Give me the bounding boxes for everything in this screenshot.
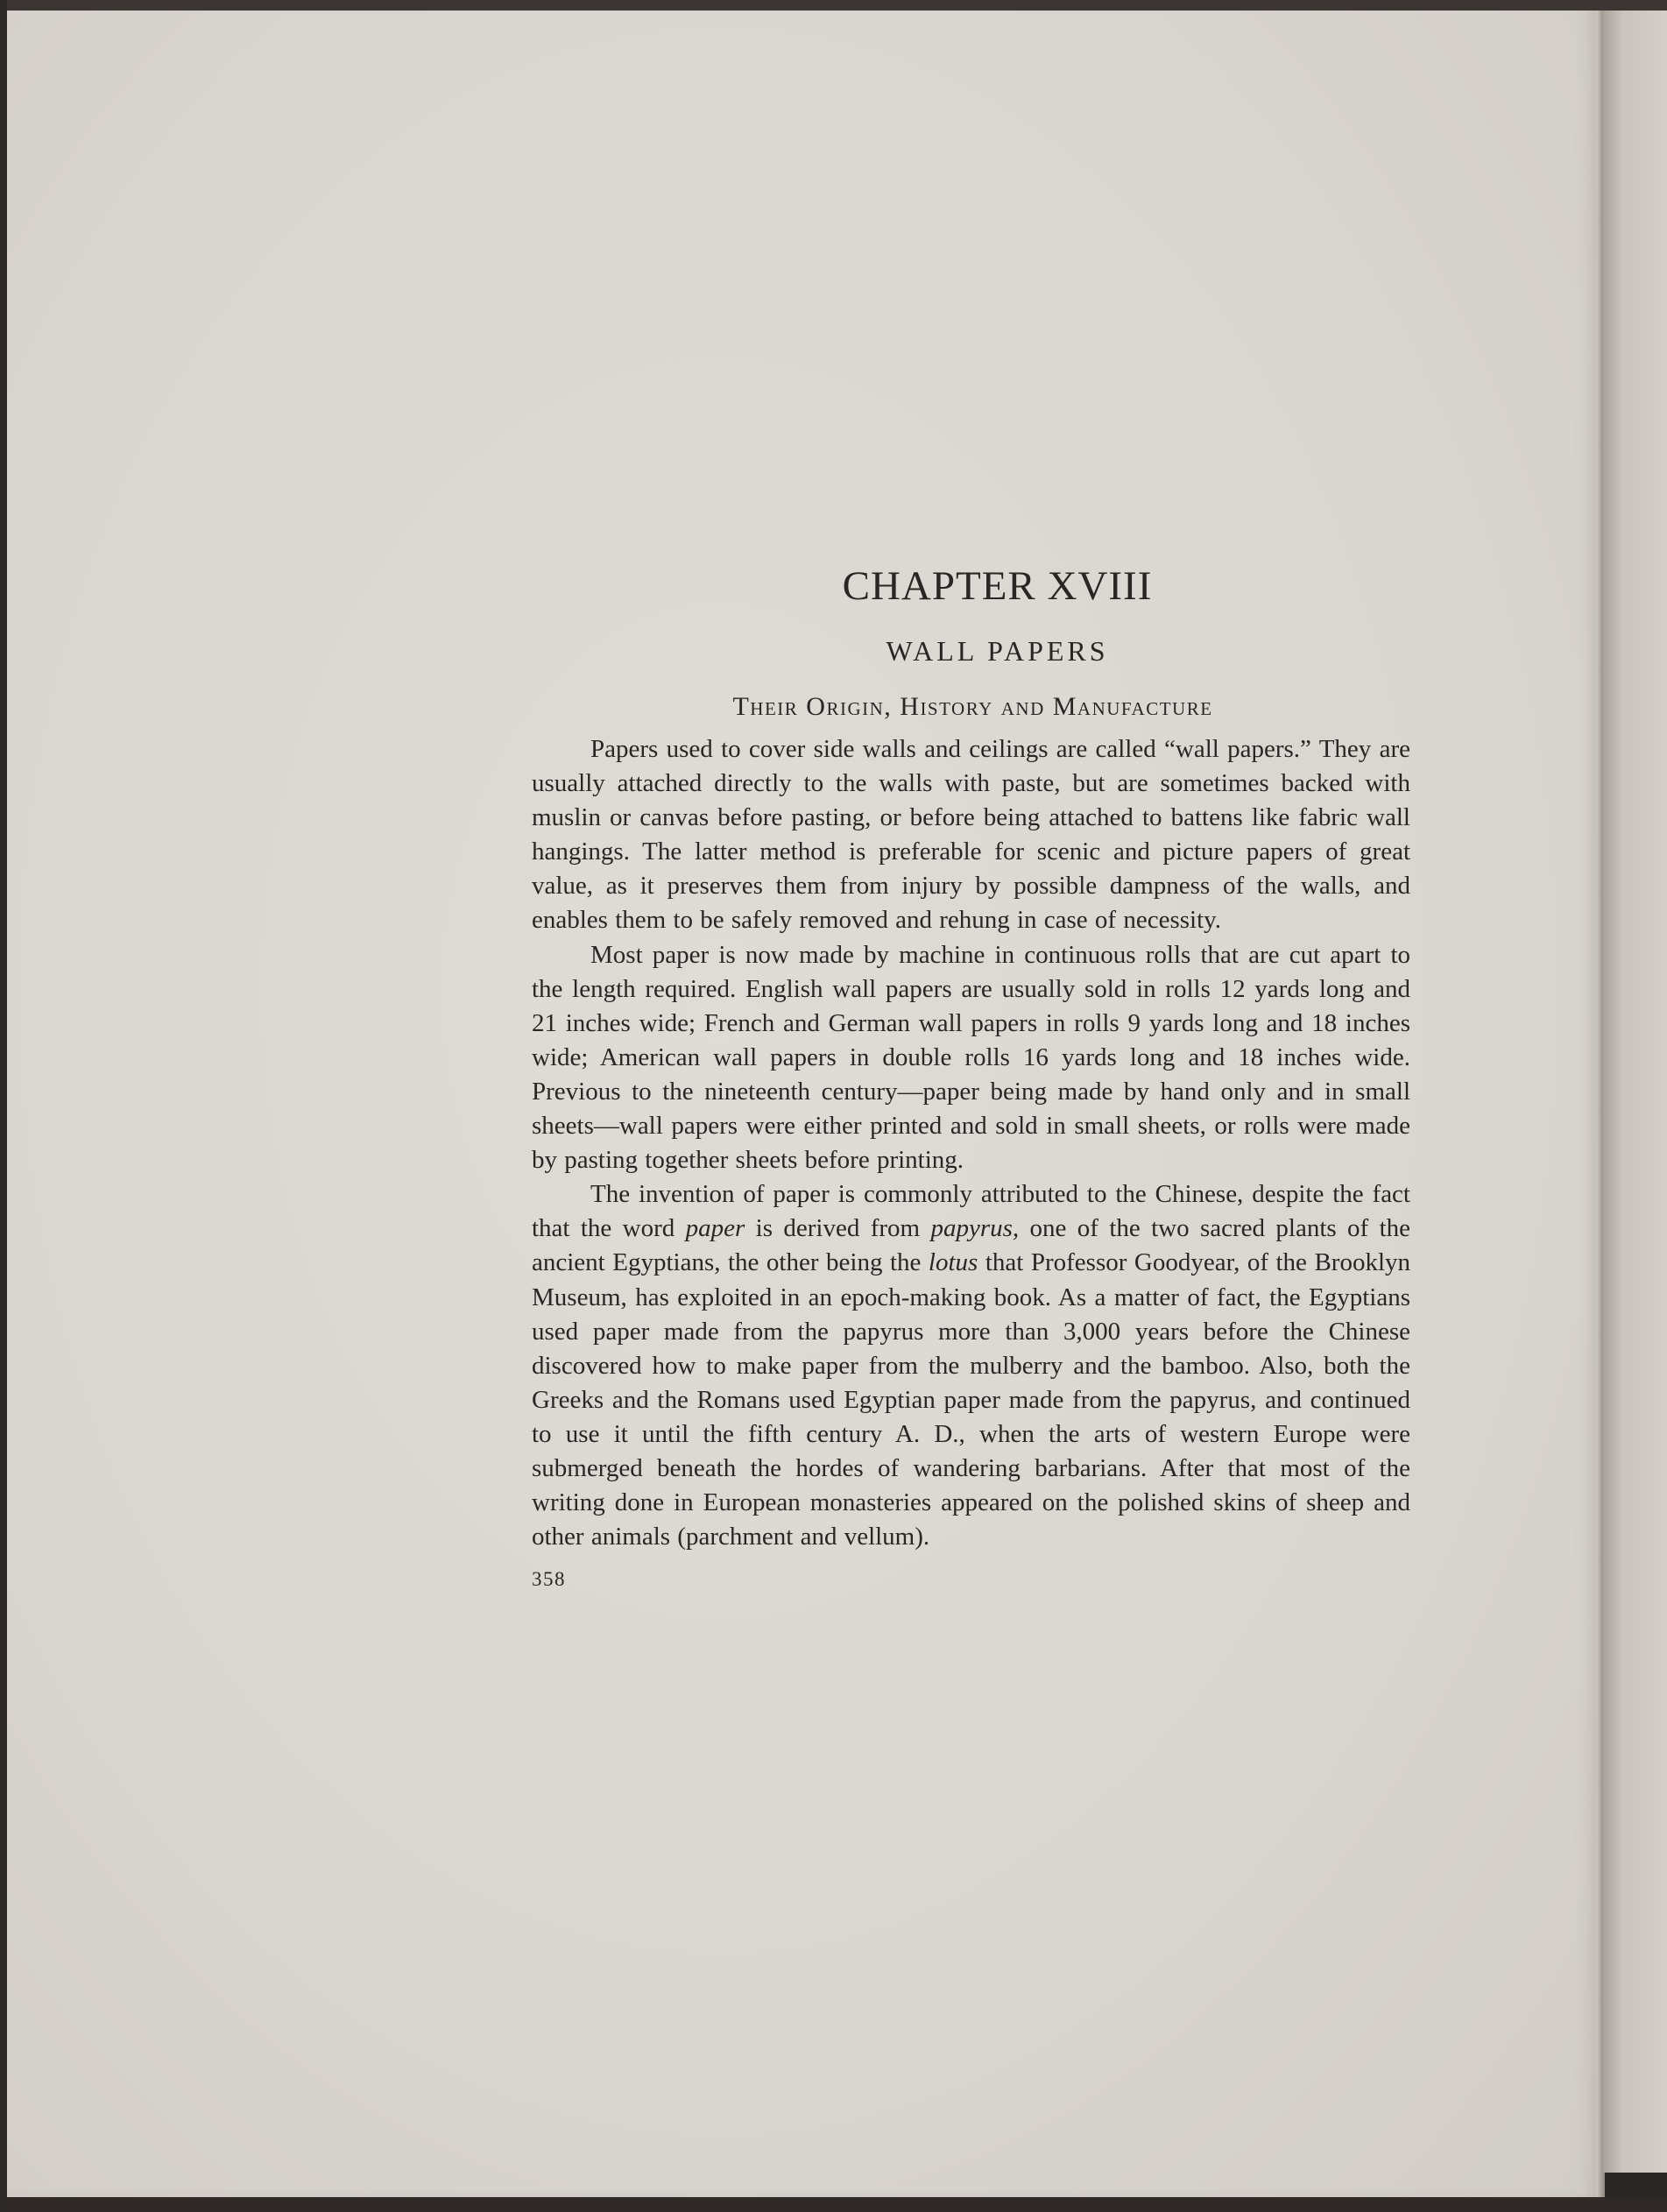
next-page-sliver — [1603, 0, 1667, 2173]
paragraph-3-part-1: The invention of paper is commonly attributed to the Chinese, despite the fact that the word — [532, 1180, 1410, 1243]
italic-papyrus: papyrus, — [930, 1214, 1020, 1243]
paragraph-3 — [532, 1177, 1410, 1554]
paragraph-1: Papers used to cover side walls and ceilings are called “wall papers.” They are usually attached directly to the walls with paste, but are sometimes backed with muslin or canvas before pasting, or before being attached to battens like fabric wall hangings. The latter method is preferable for scenic and picture papers of great value, as it preserves them from injury by possible dampness of the walls, and enables them to be safely removed and rehung in case of necessity. — [532, 735, 1410, 935]
paragraph-2: Most paper is now made by machine in continuous rolls that are cut apart to the length required. English wall papers are usually sold in rolls 12 yards long and 21 inches wide; French and German wall papers in rolls 9 yards long and 18 inches wide; American wall papers in double rolls 16 yards long and 18 inches wide. Previous to the nineteenth century—paper being made by hand only and in small sheets—wall papers were either printed and sold in small sheets, or rolls were made by pasting together sheets before printing. — [532, 940, 1410, 1175]
scan-border-left — [0, 0, 7, 2212]
italic-lotus: lotus — [928, 1248, 978, 1277]
page-number: 358 — [532, 1568, 566, 1591]
paragraph-3-part-2: is derived from — [745, 1214, 931, 1243]
scan-border-bottom — [0, 2197, 1667, 2212]
italic-paper: paper — [685, 1214, 745, 1243]
chapter-subtitle: Their Origin, History and Manufacture — [732, 692, 1213, 721]
paragraph-3-part-3: one of the two sacred plants of the ancient Egyptians, the other being the — [532, 1214, 1411, 1277]
chapter-heading: CHAPTER XVIII — [842, 563, 1153, 609]
page-text-block — [532, 552, 1410, 1594]
body-text — [532, 732, 1410, 1554]
scan-border-top — [0, 0, 1667, 11]
paragraph-3-part-4: that Professor Goodyear, of the Brooklyn Museum, has exploited in an epoch-making book. As a matter of fact, the Egyptians used paper made from the papyrus more than 3,000 years before the Chinese discovered how to make paper from the mulberry and the bamboo. Also, both the Greeks and the Romans used Egyptian paper made from the papyrus, and continued to use it until the fifth century A. D., when the arts of western Europe were submerged beneath the hordes of wandering barbarians. After that most of the writing done in European monasteries appeared on the polished skins of sheep and other animals (parchment and vellum). — [532, 1248, 1411, 1551]
chapter-title: WALL PAPERS — [886, 635, 1109, 667]
